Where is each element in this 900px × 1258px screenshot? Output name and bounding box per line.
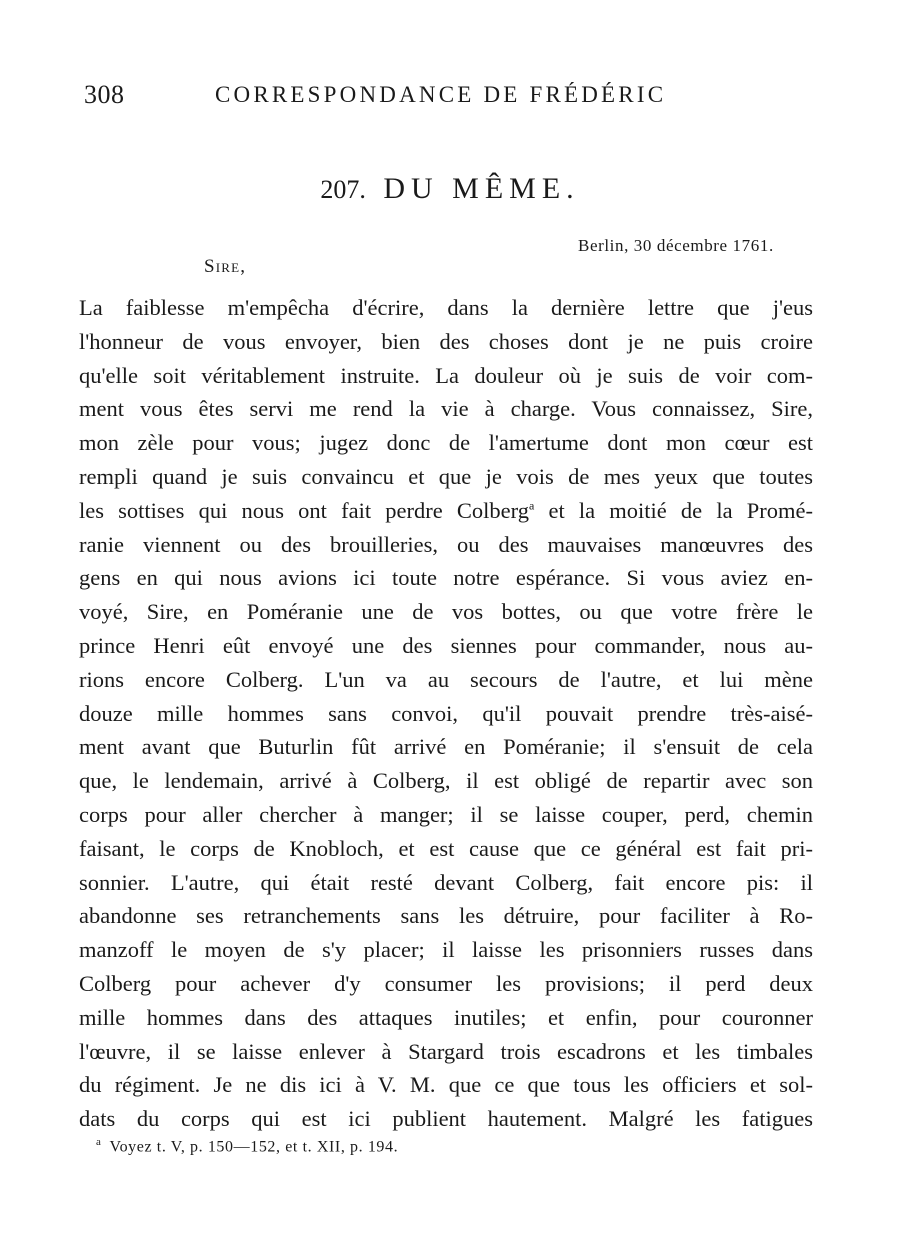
body-line: ment vous êtes servi me rend la vie à charge. Vous connaissez, Sire, <box>79 396 813 422</box>
body-line: Colberg pour achever d'y consumer les provisions; il perd deux <box>79 970 813 996</box>
body-line: l'œuvre, il se laisse enlever à Stargard trois escadrons et les timbales <box>79 1038 813 1064</box>
body-line: douze mille hommes sans convoi, qu'il pouvait prendre très-aisé- <box>79 700 813 726</box>
footnote-text: Voyez t. V, p. 150—152, et t. XII, p. 194. <box>109 1138 399 1156</box>
body-line: mon zèle pour vous; jugez donc de l'amertume dont mon cœur est <box>79 430 813 456</box>
body-line: voyé, Sire, en Poméranie une de vos bottes, ou que votre frère le <box>79 599 813 625</box>
letter-salutation: Sire, <box>204 256 247 277</box>
running-head <box>84 80 704 114</box>
running-title: CORRESPONDANCE DE FRÉDÉRIC <box>215 82 667 107</box>
body-line: gens en qui nous avions ici toute notre espérance. Si vous aviez en- <box>79 565 813 591</box>
footnote-reference[interactable]: a <box>528 498 535 513</box>
body-line-with-footnote-ref <box>79 494 813 528</box>
body-line: rempli quand je suis convaincu et que je vois de mes yeux que toutes <box>79 463 813 489</box>
letter-dateline: Berlin, 30 décembre 1761. <box>578 236 774 255</box>
footnote <box>96 1136 398 1156</box>
body-line: l'honneur de vous envoyer, bien des choses dont je ne puis croire <box>79 328 813 354</box>
letter-title: DU MÊME. <box>383 172 580 205</box>
body-line-tail: et la moitié de la Promé- <box>534 497 813 523</box>
body-line: ment avant que Buturlin fût arrivé en Poméranie; il s'ensuit de cela <box>79 734 813 760</box>
letter-body <box>79 291 813 1136</box>
page-number: 308 <box>84 80 125 109</box>
footnote-mark: a <box>96 1136 102 1148</box>
body-line: mille hommes dans des attaques inutiles; et enfin, pour couronner <box>79 1004 813 1030</box>
body-line: du régiment. Je ne dis ici à V. M. que ce que tous les officiers et sol- <box>79 1072 813 1098</box>
body-line: rions encore Colberg. L'un va au secours de l'autre, et lui mène <box>79 666 813 692</box>
body-line: corps pour aller chercher à manger; il se laisse couper, perd, chemin <box>79 801 813 827</box>
body-line: La faiblesse m'empêcha d'écrire, dans la dernière lettre que j'eus <box>79 295 813 320</box>
body-line: prince Henri eût envoyé une des siennes pour commander, nous au- <box>79 632 813 658</box>
body-line-text: les sottises qui nous ont fait perdre Colberg <box>79 497 529 523</box>
body-line: manzoff le moyen de s'y placer; il laisse les prisonniers russes dans <box>79 937 813 963</box>
body-line: abandonne ses retranchements sans les détruire, pour faciliter à Ro- <box>79 903 813 929</box>
body-line: que, le lendemain, arrivé à Colberg, il est obligé de repartir avec son <box>79 768 813 794</box>
body-line: dats du corps qui est ici publient hautement. Malgré les fatigues <box>79 1106 813 1132</box>
body-line: qu'elle soit véritablement instruite. La douleur où je suis de voir com- <box>79 362 813 388</box>
letter-heading <box>0 172 900 206</box>
body-line: sonnier. L'autre, qui était resté devant Colberg, fait encore pis: il <box>79 869 813 895</box>
body-line: ranie viennent ou des brouilleries, ou des mauvaises manœuvres des <box>79 531 813 557</box>
body-line: faisant, le corps de Knobloch, et est cause que ce général est fait pri- <box>79 835 813 861</box>
letter-number: 207. <box>320 175 366 204</box>
